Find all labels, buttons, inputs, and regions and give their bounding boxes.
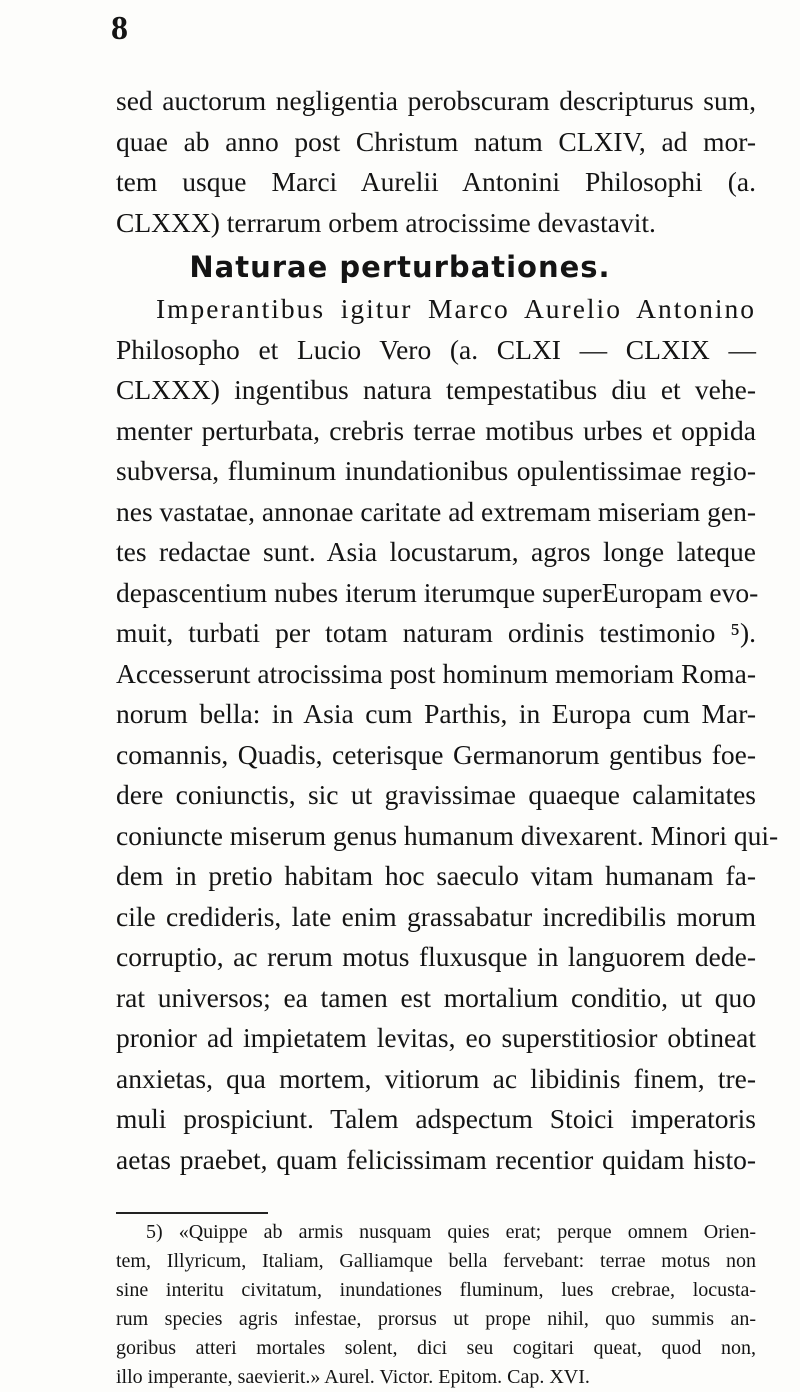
- intro-paragraph: [116, 81, 756, 243]
- text-line: CLXXX) terrarum orbem atrocissime devastavit.: [116, 206, 656, 238]
- page-number: 8: [111, 10, 128, 47]
- text-line: subversa, fluminum inundationibus opulentissimae regio-: [116, 455, 756, 486]
- text-line: coniuncte miserum genus humanum divexarent. Minori qui-: [116, 819, 779, 851]
- text-line: rat universos; ea tamen est mortalium conditio, ut quo: [116, 981, 756, 1013]
- text-line: menter perturbata, crebris terrae motibus urbes et oppida: [116, 414, 756, 446]
- main-paragraph: [116, 289, 779, 1180]
- footnote: [116, 1218, 756, 1392]
- text-line: muit, turbati per totam naturam ordinis testimonio ⁵).: [116, 617, 756, 648]
- text-line: norum bella: in Asia cum Parthis, in Europa cum Mar-: [116, 698, 756, 729]
- text-line: CLXXX) ingentibus natura tempestatibus diu et vehe-: [116, 374, 756, 405]
- text-line: Imperantibus igitur Marco Aurelio Antonino: [156, 293, 756, 324]
- text-line: corruptio, ac rerum motus fluxusque in languorem dede-: [116, 941, 756, 972]
- text-line: quae ab anno post Christum natum CLXIV, ad mor-: [116, 125, 756, 157]
- text-line: nes vastatae, annonae caritate ad extremam miseriam gen-: [116, 495, 756, 527]
- text-line: tes redactae sunt. Asia locustarum, agros longe lateque: [116, 536, 756, 567]
- text-line: depascentium nubes iterum iterumque superEuropam evo-: [116, 576, 759, 608]
- footnote-line: goribus atteri mortales solent, dici seu cogitari queat, quod non,: [116, 1337, 756, 1359]
- text-line: dem in pretio habitam hoc saeculo vitam humanam fa-: [116, 860, 756, 891]
- footnote-rule: [116, 1212, 268, 1214]
- text-line: Philosopho et Lucio Vero (a. CLXI — CLXIX —: [116, 333, 756, 365]
- text-line: pronior ad impietatem levitas, eo superstitiosior obtineat: [116, 1022, 756, 1053]
- text-line: anxietas, qua mortem, vitiorum ac libidinis finem, tre-: [116, 1062, 756, 1094]
- footnote-line: illo imperante, saevierit.» Aurel. Victor. Epitom. Cap. XVI.: [116, 1366, 590, 1388]
- text-line: Accesserunt atrocissima post hominum memoriam Roma-: [116, 657, 756, 689]
- text-line: comannis, Quadis, ceterisque Germanorum gentibus foe-: [116, 738, 756, 770]
- footnote-line: sine interitu civitatum, inundationes fluminum, lues crebrae, locusta-: [116, 1279, 756, 1301]
- text-line: tem usque Marci Aurelii Antonini Philosophi (a.: [116, 166, 756, 197]
- text-line: cile credideris, late enim grassabatur incredibilis morum: [116, 900, 756, 932]
- footnote-line: rum species agris infestae, prorsus ut prope nihil, quo summis an-: [116, 1308, 756, 1330]
- footnote-line: 5) «Quippe ab armis nusquam quies erat; perque omnem Orien-: [146, 1221, 756, 1243]
- text-line: aetas praebet, quam felicissimam recentior quidam histo-: [116, 1143, 756, 1175]
- section-heading: Naturae perturbationes.: [189, 250, 611, 284]
- text-line: muli prospiciunt. Talem adspectum Stoici imperatoris: [116, 1103, 756, 1134]
- text-line: dere coniunctis, sic ut gravissimae quaeque calamitates: [116, 779, 756, 810]
- text-line: sed auctorum negligentia perobscuram descripturus sum,: [116, 85, 756, 116]
- footnote-line: tem, Illyricum, Italiam, Galliamque bella fervebant: terrae motus non: [116, 1250, 756, 1272]
